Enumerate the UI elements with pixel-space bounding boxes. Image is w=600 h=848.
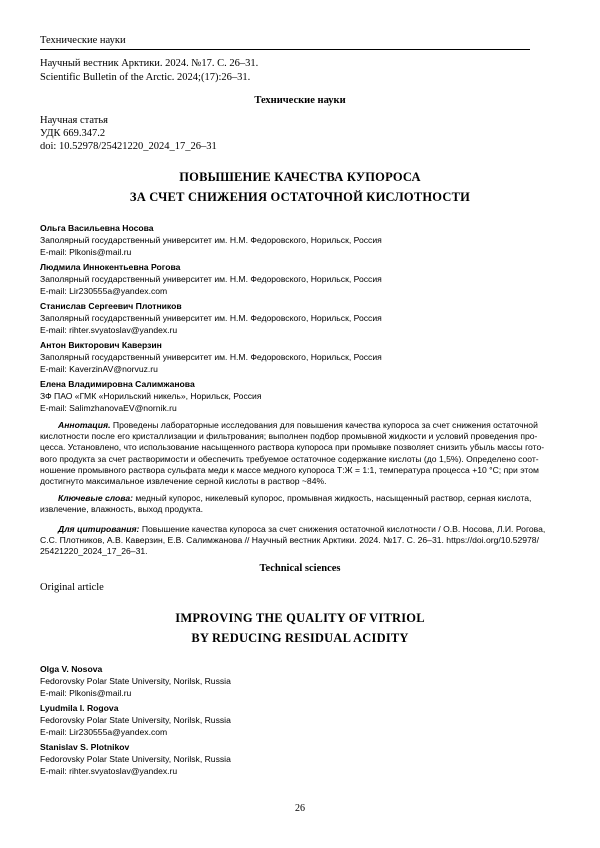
author-affiliation: Заполярный государственный университет им. Н.М. Федоровского, Норильск, Россия — [40, 313, 382, 323]
author-name: Антон Викторович Каверзин — [40, 340, 162, 350]
cite-as-line: Повышение качества купороса за счет снижения остаточной кислотности / О.В. Носова, Л.И. Рогова, — [141, 524, 546, 534]
abstract-line: ношение промывного раствора сульфата меди к массе медного купороса Т:Ж = 1:1, температура процесса +10 °С; при этом — [40, 464, 539, 475]
author-name: Станислав Сергеевич Плотников — [40, 301, 182, 311]
abstract-line: цесса. Установлено, что использование насыщенного раствора купороса при промывке позволяет снизить убыль массы гото- — [40, 442, 545, 453]
author-affiliation: Заполярный государственный университет им. Н.М. Федоровского, Норильск, Россия — [40, 235, 382, 245]
author-email: E-mail: Plkonis@mail.ru — [40, 247, 132, 257]
abstract-line: достигнуто максимальное извлечение серной кислоты в раствор ~84%. — [40, 476, 327, 487]
abstract-line: вого продукта за счет растворимости и обеспечить требуемое остаточное содержание кислоты (до 1,5%). Определено соот- — [40, 453, 539, 464]
journal-citation-ru: Научный вестник Арктики. 2024. №17. С. 26–31. — [40, 58, 259, 69]
section-label-ru: Технические науки — [254, 95, 346, 106]
keywords — [40, 493, 552, 515]
section-label-en: Technical sciences — [259, 563, 341, 574]
author-email: E-mail: Plkonis@mail.ru — [40, 688, 132, 698]
author-affiliation: ЗФ ПАО «ГМК «Норильский никель», Норильск, Россия — [40, 391, 262, 401]
article-title-ru-line-2: ЗА СЧЕТ СНИЖЕНИЯ ОСТАТОЧНОЙ КИСЛОТНОСТИ — [129, 190, 471, 204]
doi: doi: 10.52978/25421220_2024_17_26–31 — [40, 141, 217, 152]
author-email: E-mail: Lir230555a@yandex.com — [40, 727, 168, 737]
author-affiliation: Fedorovsky Polar State University, Norilsk, Russia — [40, 754, 231, 764]
article-title-en-line-1: IMPROVING THE QUALITY OF VITRIOL — [175, 611, 425, 625]
author-name: Людмила Иннокентьевна Рогова — [40, 262, 181, 272]
author-email: E-mail: Lir230555a@yandex.com — [40, 286, 168, 296]
author-name: Olga V. Nosova — [40, 664, 103, 674]
author-email: E-mail: SalimzhanovaEV@nornik.ru — [40, 403, 177, 413]
abstract-line: Проведены лабораторные исследования для повышения качества купороса за счет снижения остаточной — [112, 420, 538, 430]
page-number: 26 — [295, 803, 305, 814]
cite-as-line: 25421220_2024_17_26–31. — [40, 546, 148, 557]
author-name: Ольга Васильевна Носова — [40, 223, 154, 233]
abstract-label: Аннотация. — [58, 420, 111, 430]
article-type-ru: Научная статья — [40, 115, 108, 126]
author-email: E-mail: rihter.svyatoslav@yandex.ru — [40, 325, 178, 335]
keywords-line: медный купорос, никелевый купорос, промывная жидкость, насыщенный раствор, серная кислота, — [135, 493, 532, 503]
author-name: Stanislav S. Plotnikov — [40, 742, 130, 752]
journal-citation-en: Scientific Bulletin of the Arctic. 2024;(17):26–31. — [40, 72, 251, 83]
author-name: Lyudmila I. Rogova — [40, 703, 119, 713]
keywords-label: Ключевые слова: — [58, 493, 133, 503]
author-affiliation: Заполярный государственный университет им. Н.М. Федоровского, Норильск, Россия — [40, 274, 382, 284]
author-email: E-mail: rihter.svyatoslav@yandex.ru — [40, 766, 178, 776]
abstract — [40, 420, 552, 487]
udc-code: УДК 669.347.2 — [40, 128, 106, 139]
article-title-en-line-2: BY REDUCING RESIDUAL ACIDITY — [191, 631, 409, 645]
running-header: Технические науки — [40, 35, 530, 50]
cite-as-line: С.С. Плотников, А.В. Каверзин, Е.В. Салимжанова // Научный вестник Арктики. 2024. №17. С. 26–31. https://doi.org/10.52978/ — [40, 535, 539, 546]
keywords-line: извлечение, влажность, выход продукта. — [40, 504, 204, 515]
abstract-line: кислотности после его кристаллизации и фильтрования; выполнен подбор промывной жидкости и условий проведения про- — [40, 431, 538, 442]
article-type-en: Original article — [40, 582, 104, 593]
author-affiliation: Fedorovsky Polar State University, Norilsk, Russia — [40, 715, 231, 725]
cite-as-label: Для цитирования: — [58, 524, 140, 534]
article-title-ru-line-1: ПОВЫШЕНИЕ КАЧЕСТВА КУПОРОСА — [179, 170, 421, 184]
cite-as — [40, 524, 552, 558]
author-name: Елена Владимировна Салимжанова — [40, 379, 195, 389]
author-email: E-mail: KaverzinAV@norvuz.ru — [40, 364, 158, 374]
author-affiliation: Заполярный государственный университет им. Н.М. Федоровского, Норильск, Россия — [40, 352, 382, 362]
author-affiliation: Fedorovsky Polar State University, Norilsk, Russia — [40, 676, 231, 686]
